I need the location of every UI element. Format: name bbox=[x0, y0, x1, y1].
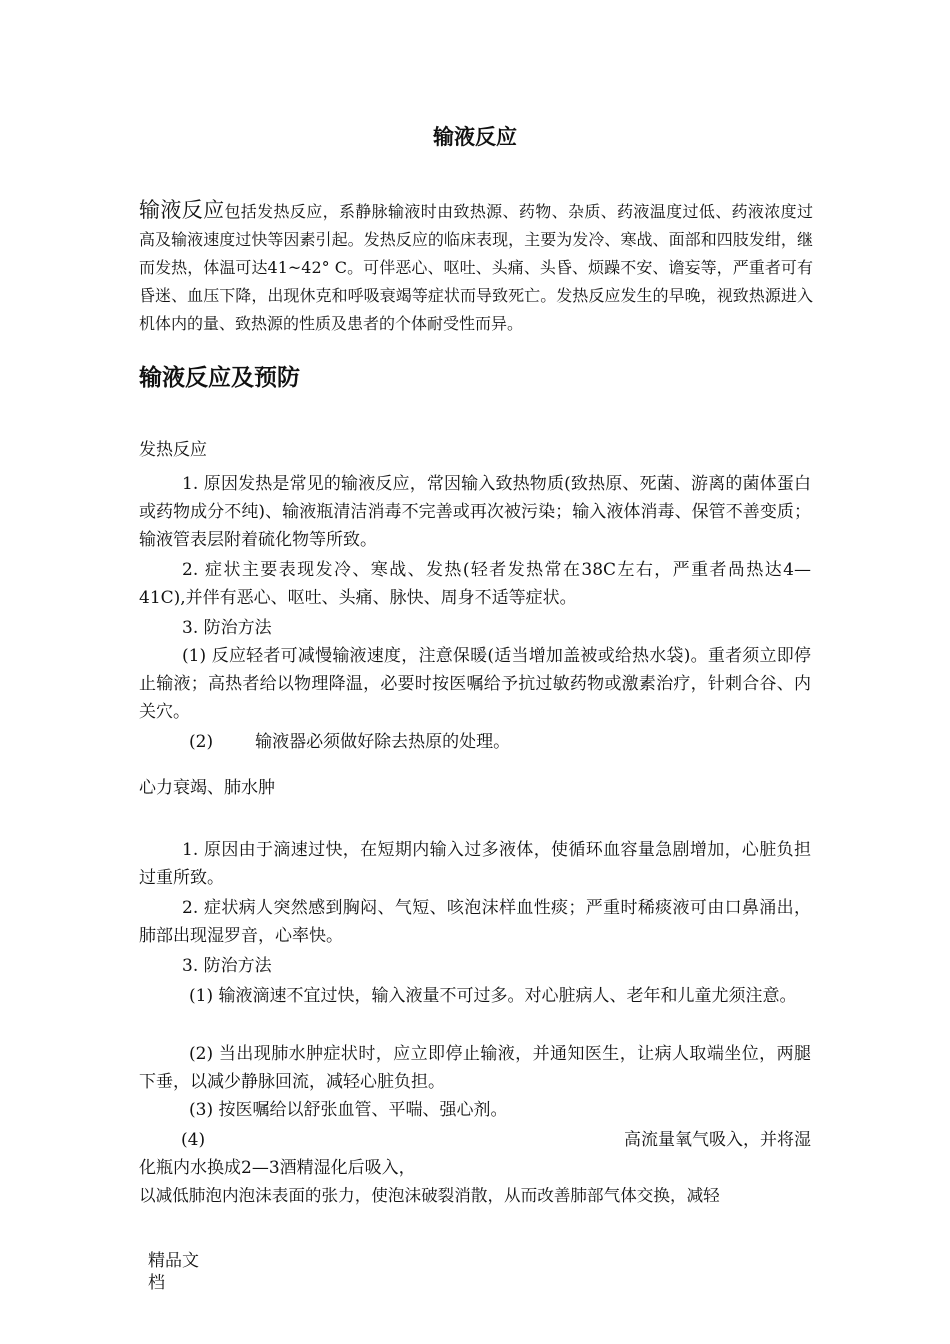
intro-lead-term: 输液反应 bbox=[139, 198, 225, 222]
intro-body-text: 包括发热反应，系静脉输液时由致热源、药物、杂质、药液温度过低、药液浓度过高及输液速度过快等因素引起。发热反应的临床表现，主要为发冷、寒战、面部和四肢发绀，继而发热，体温可达41~42° C。可伴恶心、呕吐、头痛、头昏、烦躁不安、谵妄等，严重者可有昏迷、血压下降，出现休克和呼吸衰竭等症状而导致死亡。发热反应发生的早晚，视致热源进入机体内的量、致热源的性质及患者的个体耐受性而异。 bbox=[139, 202, 813, 333]
sec1-method-2-num: (2) bbox=[189, 732, 214, 752]
sec2-method-4-line3: 以减低肺泡内泡沫表面的张力，使泡沫破裂消散，从而改善肺部气体交换，减轻 bbox=[139, 1186, 720, 1205]
sec1-symptom-paragraph: 2. 症状主要表现发冷、寒战、发热(轻者发热常在38C左右，严重者咼热达4—41C),并伴有恶心、呕吐、头痛、脉快、周身不适等症状。 bbox=[139, 560, 811, 608]
sec1-method-2-text: 输液器必须做好除去热原的处理。 bbox=[255, 732, 511, 752]
sec1-method-1: (1) 反应轻者可减慢输液速度，注意保暖(适当增加盖被或给热水袋)。重者须立即停止输液；高热者给以物理降温，必要时按医嘱给予抗过敏药物或激素治疗，针刺合谷、内关穴。 bbox=[139, 646, 811, 722]
sec2-method-3: (3) 按医嘱给以舒张血管、平喘、强心剂。 bbox=[189, 1100, 508, 1120]
sec1-cause-paragraph: 1. 原因发热是常见的输液反应，常因输入致热物质(致热原、死菌、游离的菌体蛋白或药物成分不纯)、输液瓶清洁消毒不完善或再次被污染；输入液体消毒、保管不善变质；输液管表层附着硫化物等所致。 bbox=[139, 474, 811, 550]
sec2-symptom-paragraph: 2. 症状病人突然感到胸闷、气短、咳泡沫样血性痰；严重时稀痰液可由口鼻涌出，肺部出现湿罗音，心率快。 bbox=[139, 898, 811, 946]
sec2-title: 心力衰竭、肺水肿 bbox=[139, 778, 275, 798]
sec2-method-4-num: (4) bbox=[181, 1130, 206, 1150]
footer-line-1: 精品文 bbox=[148, 1251, 199, 1271]
footer-line-2: 档 bbox=[148, 1273, 165, 1293]
sec2-method-2: (2) 当出现肺水肿症状时，应立即停止输液，并通知医生，让病人取端坐位，两腿下垂，以减少静脉回流，减轻心脏负担。 bbox=[139, 1044, 811, 1092]
sec2-method-4-right: 高流量氧气吸入，并将湿 bbox=[624, 1130, 811, 1150]
sec2-method-4-line2: 化瓶内水换成2—3酒精湿化后吸入， bbox=[139, 1158, 416, 1178]
sec2-method-heading: 3. 防治方法 bbox=[182, 956, 272, 976]
sec1-title: 发热反应 bbox=[139, 440, 207, 460]
sec2-method-4-line1 bbox=[181, 1126, 811, 1154]
page-title: 输液反应 bbox=[433, 124, 517, 149]
sec1-method-2 bbox=[139, 728, 811, 756]
sec2-method-1: (1) 输液滴速不宜过快，输入液量不可过多。对心脏病人、老年和儿童尤须注意。 bbox=[189, 986, 797, 1006]
intro-paragraph bbox=[139, 196, 813, 338]
section-heading: 输液反应及预防 bbox=[139, 364, 300, 391]
sec1-method-heading: 3. 防治方法 bbox=[182, 618, 272, 638]
sec2-cause-paragraph: 1. 原因由于滴速过快，在短期内输入过多液体，使循环血容量急剧增加，心脏负担过重所致。 bbox=[139, 840, 811, 888]
footer-watermark bbox=[148, 1250, 218, 1294]
